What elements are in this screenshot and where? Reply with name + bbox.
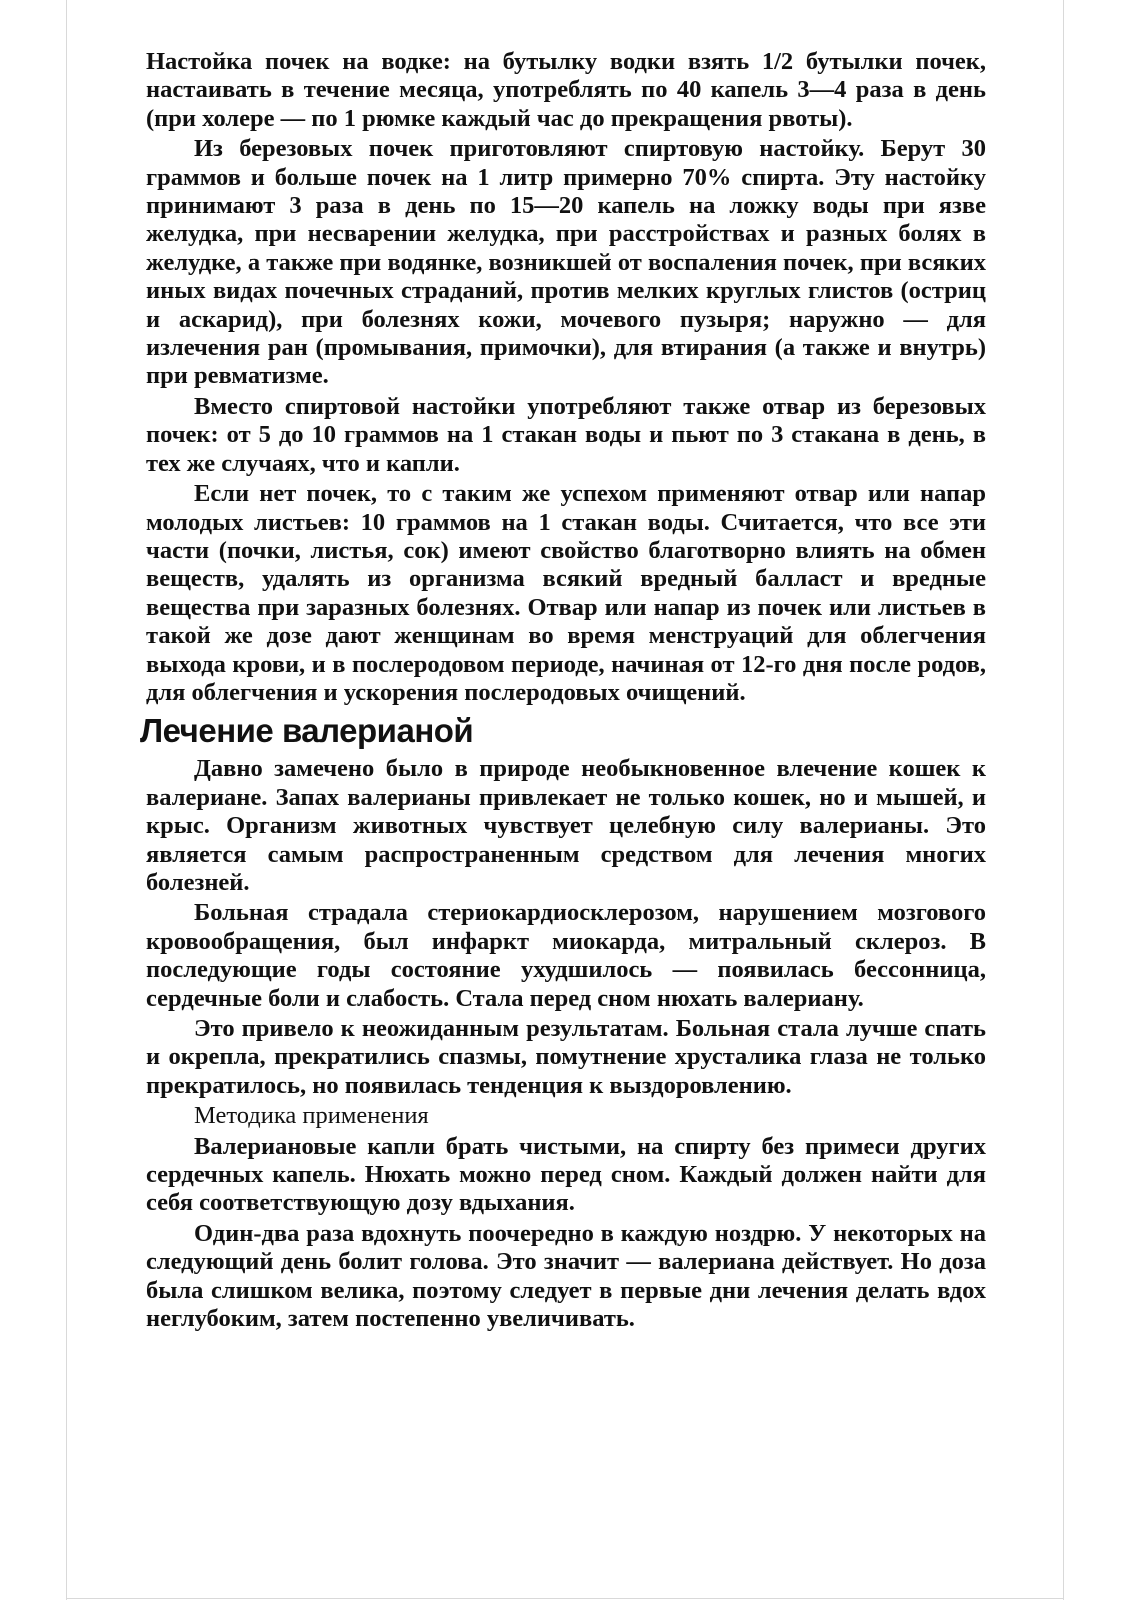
paragraph: Если нет почек, то с таким же успехом применяют отвар или напар молодых листьев: 10 граммов на 1 стакан воды. Считается, что все эти части (почки, листья, сок) имеют свойство благотворно влиять на обмен веществ, удалять из организма всякий вредный балласт и вредные вещества при заразных болезнях. Отвар или напар из почек или листьев в такой же дозе дают женщинам во время менструаций для облегчения выхода крови, и в послеродовом периоде, начиная от 12-го дня после родов, для облегчения и ускорения послеродовых очищений. bbox=[146, 480, 986, 706]
paragraph: Из березовых почек приготовляют спиртовую настойку. Берут 30 граммов и больше почек на 1 литр примерно 70% спирта. Эту настойку принимают 3 раза в день по 15—20 капель на ложку воды при язве желудка, при несварении желудка, при расстройствах и разных болях в желудке, а также при водянке, возникшей от воспаления почек, при всяких иных видах почечных страданий, против мелких круглых глистов (остриц и аскарид), при болезнях кожи, мочевого пузыря; наружно — для излечения ран (промывания, примочки), для втирания (а также и внутрь) при ревматизме. bbox=[146, 135, 986, 390]
paragraph: Давно замечено было в природе необыкновенное влечение кошек к валериане. Запах валерианы привлекает не только кошек, но и мышей, и крыс. Организм животных чувствует целебную силу валерианы. Это является самым распространенным средством для лечения многих болезней. bbox=[146, 755, 986, 896]
subheading: Методика применения bbox=[194, 1102, 429, 1130]
paragraph: Настойка почек на водке: на бутылку водки взять 1/2 бутылки почек, настаивать в течение месяца, употреблять по 40 капель 3—4 раза в день (при холере — по 1 рюмке каждый час до прекращения рвоты). bbox=[146, 48, 986, 132]
paragraph: Это привело к неожиданным результатам. Больная стала лучше спать и окрепла, прекратились спазмы, помутнение хрусталика глаза не только прекратилось, но появилась тенденция к выздоровлению. bbox=[146, 1015, 986, 1099]
paragraph: Один-два раза вдохнуть поочередно в каждую ноздрю. У некоторых на следующий день болит голова. Это значит — валериана действует. Но доза была слишком велика, поэтому следует в первые дни лечения делать вдох неглубоким, затем постепенно увеличивать. bbox=[146, 1219, 986, 1333]
paragraph: Больная страдала стериокардиосклерозом, нарушением мозгового кровообращения, был инфаркт миокарда, митральный склероз. В последующие годы состояние ухудшилось — появилась бессонница, сердечные боли и слабость. Стала перед сном нюхать валериану. bbox=[146, 899, 986, 1012]
paragraph: Валериановые капли брать чистыми, на спирту без примеси других сердечных капель. Нюхать можно перед сном. Каждый должен найти для себя соответствующую дозу вдыхания. bbox=[146, 1132, 986, 1217]
text-body bbox=[140, 48, 986, 1335]
page-bottom-edge bbox=[66, 1598, 1064, 1599]
section-heading: Лечение валерианой bbox=[140, 712, 474, 750]
page-left-edge bbox=[66, 0, 67, 1600]
paragraph: Вместо спиртовой настойки употребляют также отвар из березовых почек: от 5 до 10 граммов на 1 стакан воды и пьют по 3 стакана в день, в тех же случаях, что и капли. bbox=[146, 392, 986, 477]
page-right-edge bbox=[1063, 0, 1064, 1600]
